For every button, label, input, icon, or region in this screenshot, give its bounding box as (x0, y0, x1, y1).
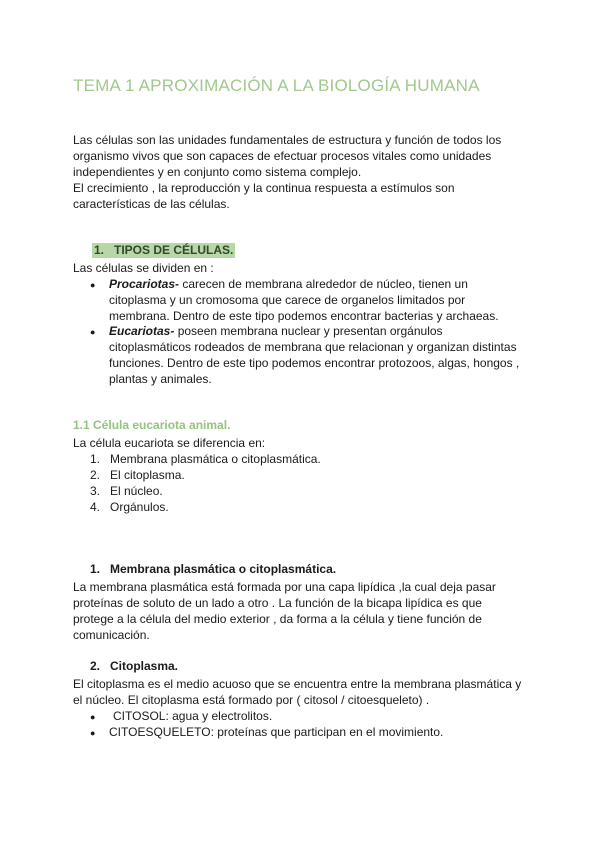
heading-number: 1. (90, 562, 101, 576)
bullet-line: carecen de membrana alrededor de núcleo, tienen un (182, 277, 468, 291)
bullet-item-citosol: CITOSOL: agua y electrolitos. (113, 709, 273, 723)
bullet-item-procariotas (109, 276, 529, 324)
paragraph-line: El citoplasma es el medio acuoso que se encuentra entre la membrana plasmática y (73, 677, 522, 691)
bullet-line: poseen membrana nuclear y presentan orgánulos (177, 324, 443, 338)
paragraph-line: proteínas de soluto de un lado a otro . La función de la bicapa lipídica es que (73, 596, 482, 610)
subsection-heading: 1.1 Célula eucariota animal. (73, 418, 231, 432)
bullet-line: citoplasma y un cromosoma que carece de organelos limitados por (109, 293, 466, 307)
bullet-icon: ● (90, 327, 96, 337)
bullet-line: citoplasmáticos rodeados de membrana que relacionan y organizan distintas (109, 340, 517, 354)
document-title: TEMA 1 APROXIMACIÓN A LA BIOLOGÍA HUMANA (73, 76, 480, 95)
heading-text: Membrana plasmática o citoplasmática. (110, 562, 337, 576)
heading-text: Citoplasma. (110, 659, 179, 673)
membrana-paragraph (73, 579, 543, 643)
heading-number: 2. (90, 659, 101, 673)
bullet-line: funciones. Dentro de este tipo podemos encontrar protozoos, algas, hongos , (109, 356, 520, 370)
intro-line: Las células son las unidades fundamentales de estructura y función de todos los (73, 133, 502, 147)
intro-line: independientes y en conjunto como sistema complejo. (73, 165, 362, 179)
paragraph-line: La membrana plasmática está formada por una capa lipídica ,la cual deja pasar (73, 580, 496, 594)
list-number: 1. (90, 452, 101, 466)
list-item: El citoplasma. (110, 468, 185, 482)
list-item: Orgánulos. (110, 500, 169, 514)
section-lead: Las células se dividen en : (73, 261, 214, 275)
term-procariotas: Procariotas- (109, 277, 180, 291)
bullet-icon: ● (90, 280, 96, 290)
list-number: 2. (90, 468, 101, 482)
list-item: Membrana plasmática o citoplasmática. (110, 452, 321, 466)
heading-membrana (90, 562, 336, 576)
list-number: 3. (90, 484, 101, 498)
intro-line: características de las células. (73, 197, 230, 211)
list-item: El núcleo. (110, 484, 163, 498)
bullet-item-eucariotas (109, 323, 529, 387)
citoplasma-paragraph (73, 676, 553, 708)
intro-line: organismo vivos que son capaces de efectuar procesos vitales como unidades (73, 149, 492, 163)
heading-citoplasma (90, 659, 178, 673)
paragraph-line: comunicación. (73, 628, 150, 642)
bullet-line: membrana. Dentro de este tipo podemos encontrar bacterias y archaeas. (109, 309, 499, 323)
term-eucariotas: Eucariotas- (109, 324, 175, 338)
bullet-item-citoesqueleto: CITOESQUELETO: proteínas que participan en el movimiento. (109, 725, 444, 739)
paragraph-line: el núcleo. El citoplasma está formado por ( citosol / citoesqueleto) . (73, 693, 430, 707)
subsection-lead: La célula eucariota se diferencia en: (73, 436, 266, 450)
section-heading-tipos (92, 243, 235, 258)
section-heading-text: TIPOS DE CÉLULAS. (114, 243, 234, 257)
list-number: 4. (90, 500, 101, 514)
bullet-icon: ● (90, 712, 96, 722)
intro-line: El crecimiento , la reproducción y la continua respuesta a estímulos son (73, 181, 455, 195)
paragraph-line: protege a la célula del medio exterior , da forma a la célula y tiene función de (73, 612, 482, 626)
bullet-icon: ● (90, 728, 96, 738)
section-number: 1. (94, 243, 105, 257)
bullet-line: plantas y animales. (109, 372, 212, 386)
intro-paragraph (73, 132, 533, 212)
